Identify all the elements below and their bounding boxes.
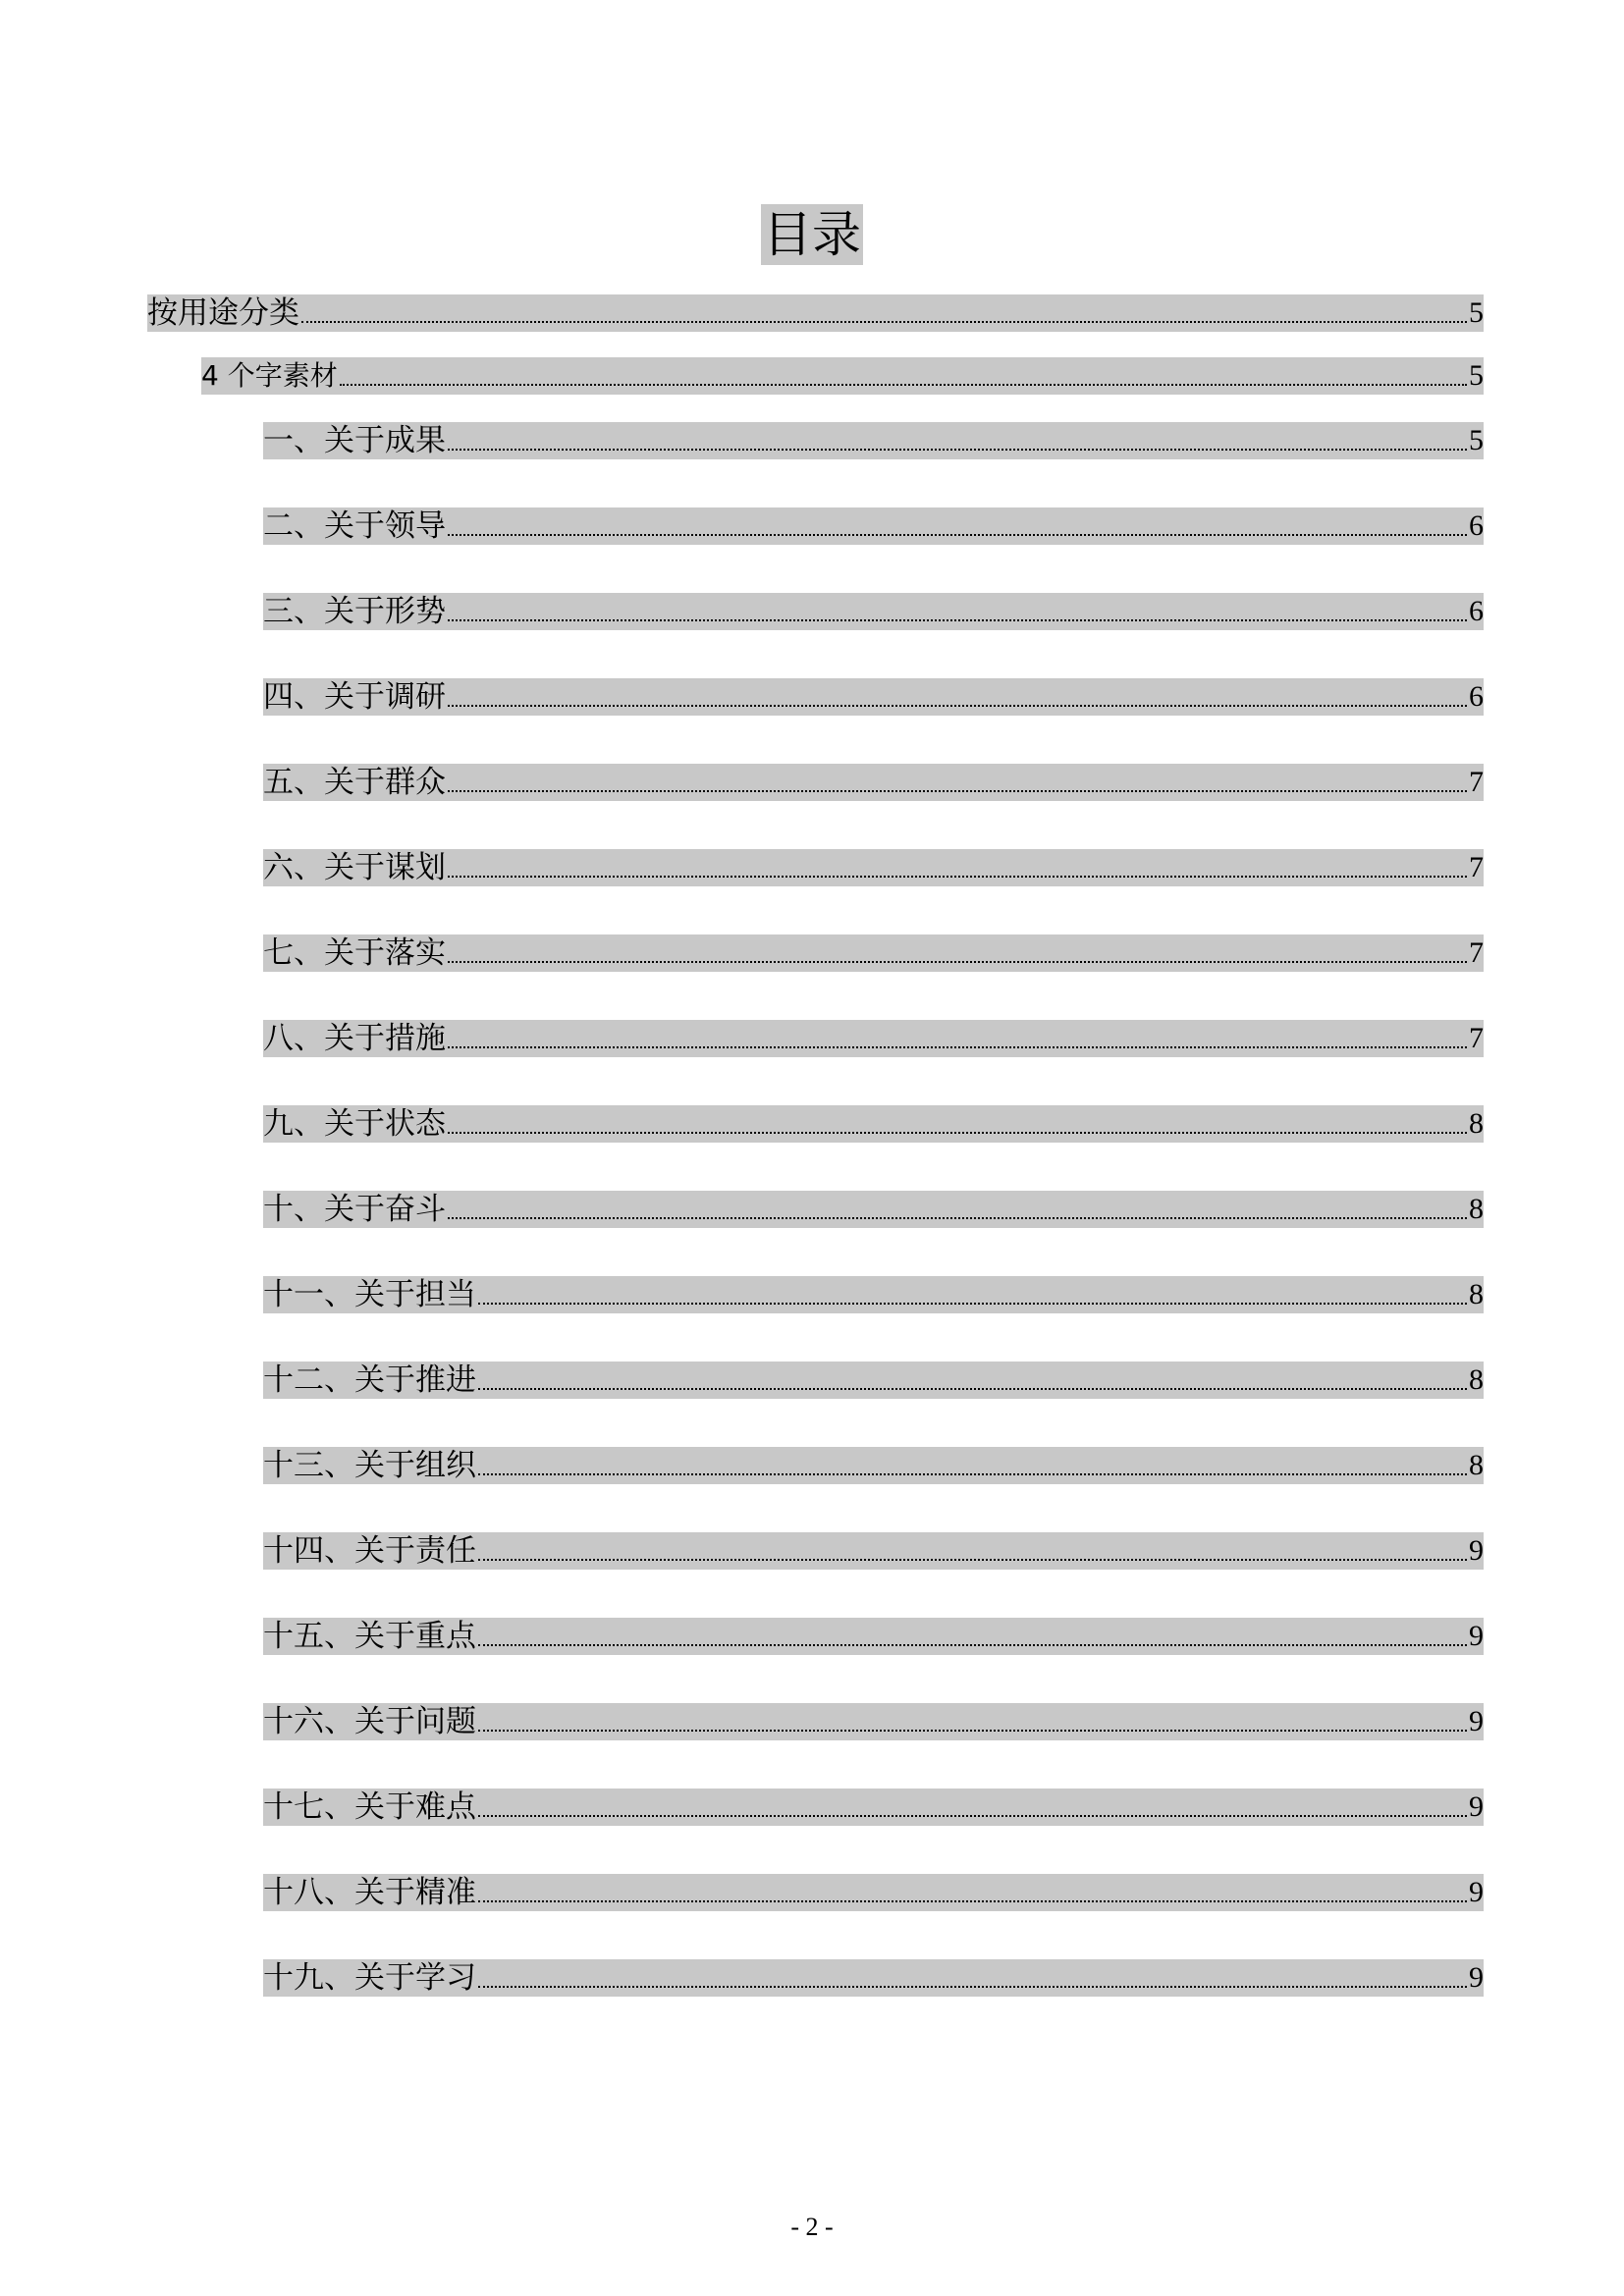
toc-entry-page: 8 — [1469, 1193, 1484, 1225]
dot-leader — [478, 1815, 1467, 1817]
toc-entry-page: 6 — [1469, 595, 1484, 627]
toc-entry[interactable] — [263, 1532, 1484, 1570]
toc-entry[interactable] — [263, 1959, 1484, 1997]
toc-entry-page: 8 — [1469, 1363, 1484, 1396]
toc-heading — [0, 204, 1624, 273]
toc-entry-label: 十七、关于难点 — [263, 1789, 476, 1825]
dot-leader — [448, 790, 1467, 792]
toc-entry[interactable] — [263, 507, 1484, 545]
toc-entry-label: 按用途分类 — [147, 295, 299, 331]
toc-entry[interactable] — [263, 422, 1484, 459]
page-number-footer: - 2 - — [790, 2213, 834, 2241]
toc-entry-page: 7 — [1469, 766, 1484, 798]
toc-entry-label: 九、关于状态 — [263, 1106, 446, 1142]
dot-leader — [478, 1559, 1467, 1561]
toc-entry[interactable] — [263, 1703, 1484, 1740]
toc-entry-label: 十八、关于精准 — [263, 1875, 476, 1910]
dot-leader — [448, 1132, 1467, 1134]
toc-entry-page: 9 — [1469, 1961, 1484, 1994]
toc-entry-label: 十六、关于问题 — [263, 1704, 476, 1739]
toc-entry-label: 十四、关于责任 — [263, 1533, 476, 1569]
toc-entry-page: 9 — [1469, 1876, 1484, 1908]
toc-entry-page: 5 — [1469, 296, 1484, 329]
dot-leader — [478, 1986, 1467, 1988]
toc-entry[interactable] — [263, 1191, 1484, 1228]
toc-entry[interactable] — [263, 1447, 1484, 1484]
dot-leader — [448, 1217, 1467, 1219]
toc-entry-page: 7 — [1469, 936, 1484, 969]
toc-entry-label: 4 个字素材 — [201, 359, 338, 392]
dot-leader — [340, 384, 1467, 386]
toc-entry-label: 三、关于形势 — [263, 594, 446, 629]
toc-entry[interactable] — [263, 934, 1484, 972]
toc-entry-label: 十五、关于重点 — [263, 1619, 476, 1654]
toc-entry[interactable] — [263, 1362, 1484, 1399]
toc-entry-label: 六、关于谋划 — [263, 850, 446, 885]
toc-entry[interactable] — [263, 764, 1484, 801]
toc-entry-page: 8 — [1469, 1107, 1484, 1140]
dot-leader — [448, 705, 1467, 707]
dot-leader — [448, 1046, 1467, 1048]
toc-entry[interactable] — [263, 1789, 1484, 1826]
toc-entry-label: 二、关于领导 — [263, 508, 446, 544]
toc-entry-page: 5 — [1469, 359, 1484, 392]
dot-leader — [478, 1473, 1467, 1475]
toc-entry-label: 四、关于调研 — [263, 679, 446, 715]
toc-entry-page: 9 — [1469, 1705, 1484, 1737]
toc-entry-label: 一、关于成果 — [263, 423, 446, 458]
toc-entry-label: 七、关于落实 — [263, 935, 446, 971]
dot-leader — [478, 1644, 1467, 1646]
dot-leader — [478, 1730, 1467, 1732]
toc-entry-page: 6 — [1469, 680, 1484, 713]
toc-entry[interactable] — [263, 849, 1484, 886]
dot-leader — [478, 1900, 1467, 1902]
toc-entry[interactable] — [263, 1874, 1484, 1911]
toc-entry-page: 8 — [1469, 1278, 1484, 1310]
toc-entry[interactable] — [263, 678, 1484, 716]
toc-entry-label: 十三、关于组织 — [263, 1448, 476, 1483]
toc-entry-page: 9 — [1469, 1620, 1484, 1652]
toc-entry-page: 7 — [1469, 1022, 1484, 1054]
toc-entry-label: 八、关于措施 — [263, 1021, 446, 1056]
toc-entry-label: 十二、关于推进 — [263, 1362, 476, 1398]
dot-leader — [301, 321, 1467, 323]
toc-entry-page: 7 — [1469, 851, 1484, 883]
toc-entry-page: 8 — [1469, 1449, 1484, 1481]
toc-entry[interactable] — [263, 1276, 1484, 1313]
dot-leader — [448, 449, 1467, 451]
toc-entry[interactable] — [147, 294, 1484, 332]
dot-leader — [448, 619, 1467, 621]
toc-entry-page: 6 — [1469, 509, 1484, 542]
toc-entry-label: 十一、关于担当 — [263, 1277, 476, 1312]
toc-entry-label: 五、关于群众 — [263, 765, 446, 800]
toc-entry[interactable] — [263, 593, 1484, 630]
toc-entry[interactable] — [263, 1105, 1484, 1143]
toc-entry-label: 十、关于奋斗 — [263, 1192, 446, 1227]
toc-entry-page: 5 — [1469, 424, 1484, 456]
dot-leader — [448, 876, 1467, 878]
toc-entry-page: 9 — [1469, 1534, 1484, 1567]
dot-leader — [448, 534, 1467, 536]
toc-entry-page: 9 — [1469, 1790, 1484, 1823]
toc-entry[interactable] — [201, 357, 1484, 395]
dot-leader — [478, 1388, 1467, 1390]
toc-entry[interactable] — [263, 1020, 1484, 1057]
toc-entry[interactable] — [263, 1618, 1484, 1655]
toc-entry-label: 十九、关于学习 — [263, 1960, 476, 1996]
dot-leader — [478, 1303, 1467, 1305]
dot-leader — [448, 961, 1467, 963]
toc-title: 目录 — [763, 206, 861, 263]
